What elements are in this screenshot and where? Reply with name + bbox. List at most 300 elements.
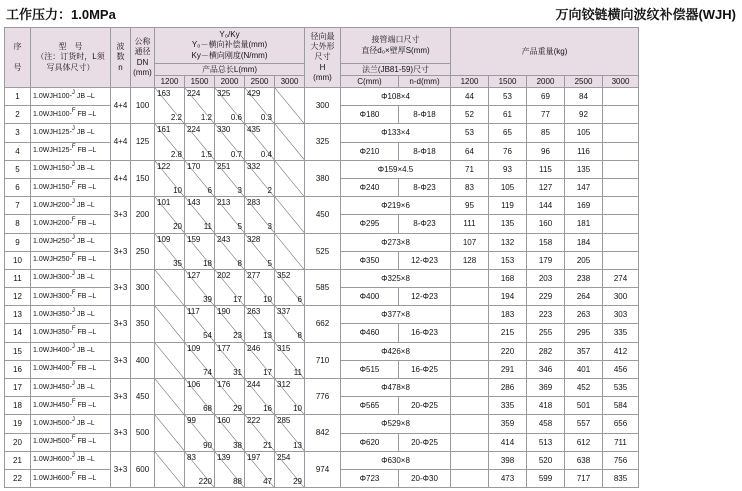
stiffness-value: 47 — [263, 476, 272, 486]
weight-value: 229 — [527, 288, 565, 306]
flange-c: Φ515 — [341, 360, 399, 378]
row-number: 7 — [5, 197, 31, 215]
compensation-cell — [185, 197, 215, 233]
model-cell — [31, 251, 111, 269]
weight-value: 215 — [489, 324, 527, 342]
model-variant: J — [71, 380, 75, 387]
nominal-diameter: 350 — [131, 306, 155, 342]
weight-value: 414 — [489, 433, 527, 451]
weight-value — [451, 288, 489, 306]
weight-value: 220 — [489, 342, 527, 360]
compensation-value: 337 — [277, 307, 291, 317]
weight-value — [603, 160, 639, 178]
model-variant: F — [71, 216, 76, 223]
row-number: 14 — [5, 324, 31, 342]
wave-count: 3+3 — [111, 269, 131, 305]
nominal-diameter: 200 — [131, 197, 155, 233]
pipe-size: Φ219×6 — [341, 197, 451, 215]
table-row — [5, 451, 639, 469]
model-variant: J — [71, 235, 75, 242]
weight-value: 105 — [565, 124, 603, 142]
weight-value: 295 — [565, 324, 603, 342]
stiffness-value: 31 — [233, 367, 242, 377]
row-number: 9 — [5, 233, 31, 251]
row-number: 20 — [5, 433, 31, 451]
weight-value: 53 — [451, 124, 489, 142]
stiffness-value: 6 — [297, 295, 302, 305]
compensation-value: 352 — [277, 270, 291, 280]
weight-value — [603, 178, 639, 196]
stiffness-value: 17 — [233, 295, 242, 305]
model-cell — [31, 288, 111, 306]
weight-value: 359 — [489, 415, 527, 433]
compensation-value: 328 — [247, 234, 261, 244]
row-number: 2 — [5, 106, 31, 124]
weight-value: 756 — [603, 451, 639, 469]
model-suffix: FB — [77, 147, 87, 155]
compensation-cell — [185, 342, 215, 378]
compensation-cell — [155, 451, 185, 487]
model-variant: J — [71, 344, 75, 351]
compensation-value: 330 — [217, 125, 231, 135]
compensation-cell — [215, 160, 245, 196]
stiffness-value: 10 — [263, 295, 272, 305]
weight-value: 44 — [451, 88, 489, 106]
model-prefix: 1.0WJH250- — [33, 256, 72, 264]
compensation-cell — [245, 342, 275, 378]
weight-value: 95 — [451, 197, 489, 215]
weight-value: 158 — [527, 233, 565, 251]
weight-value — [451, 379, 489, 397]
table-row — [5, 233, 639, 251]
outer-height: 662 — [305, 306, 341, 342]
model-prefix: 1.0WJH600- — [33, 474, 72, 482]
header-comp-line3: Ky－横向刚度(N/mm) — [191, 50, 268, 60]
flange-nd: 16-Φ25 — [399, 360, 451, 378]
row-number: 1 — [5, 88, 31, 106]
flange-nd: 8-Φ18 — [399, 106, 451, 124]
compensation-cell — [215, 306, 245, 342]
compensation-cell — [155, 160, 185, 196]
stiffness-value: 2.2 — [170, 113, 182, 123]
outer-height: 300 — [305, 88, 341, 124]
model-variant: J — [71, 416, 75, 423]
nominal-diameter: 250 — [131, 233, 155, 269]
header-dn: 公称 通径 DN (mm) — [131, 28, 155, 88]
outer-height: 380 — [305, 160, 341, 196]
model-cell — [31, 469, 111, 487]
model-length-suffix: –L — [86, 183, 97, 191]
header-wave-count: 波 数 n — [111, 28, 131, 88]
pipe-size: Φ133×4 — [341, 124, 451, 142]
weight-value — [603, 251, 639, 269]
compensation-cell — [275, 197, 305, 233]
compensation-value: 177 — [217, 343, 231, 353]
pipe-size: Φ273×8 — [341, 233, 451, 251]
model-prefix: 1.0WJH600- — [33, 456, 72, 464]
weight-value: 264 — [565, 288, 603, 306]
compensation-value: 163 — [157, 89, 171, 98]
wave-count: 3+3 — [111, 451, 131, 487]
model-cell — [31, 360, 111, 378]
wave-count: 4+4 — [111, 160, 131, 196]
weight-value: 263 — [565, 306, 603, 324]
header-comp-length: 产品总长L(mm) — [155, 64, 305, 76]
model-cell — [31, 415, 111, 433]
stiffness-value: 0.3 — [260, 113, 272, 123]
pipe-size: Φ108×4 — [341, 88, 451, 106]
nominal-diameter: 600 — [131, 451, 155, 487]
compensation-cell — [275, 306, 305, 342]
flange-c: Φ620 — [341, 433, 399, 451]
stiffness-value: 54 — [203, 331, 212, 341]
pipe-size: Φ325×8 — [341, 269, 451, 287]
outer-height: 325 — [305, 124, 341, 160]
compensation-cell — [275, 233, 305, 269]
diagonal-divider — [275, 88, 304, 123]
model-length-suffix: –L — [85, 274, 95, 282]
weight-value: 203 — [527, 269, 565, 287]
compensation-value: 109 — [157, 234, 171, 244]
compensation-value: 190 — [217, 307, 231, 317]
header-flange: 法兰(JB81-59)尺寸 — [341, 64, 451, 76]
stiffness-value: 0.4 — [260, 149, 272, 159]
compensation-cell — [155, 197, 185, 233]
diagonal-divider — [275, 197, 304, 232]
row-number: 22 — [5, 469, 31, 487]
weight-value: 656 — [603, 415, 639, 433]
weight-value — [603, 197, 639, 215]
flange-nd: 8-Φ23 — [399, 215, 451, 233]
header-len-2500: 2500 — [245, 76, 275, 88]
stiffness-value: 0.6 — [230, 113, 242, 123]
model-suffix: JB — [76, 201, 86, 209]
compensation-cell — [275, 124, 305, 160]
flange-c: Φ210 — [341, 142, 399, 160]
flange-nd: 8-Φ18 — [399, 142, 451, 160]
model-variant: J — [71, 271, 75, 278]
stiffness-value: 18 — [203, 258, 212, 268]
compensation-cell — [185, 306, 215, 342]
weight-value: 153 — [489, 251, 527, 269]
weight-value: 369 — [527, 379, 565, 397]
model-prefix: 1.0WJH400- — [33, 365, 72, 373]
header-flange-c: C(mm) — [341, 76, 399, 88]
weight-value: 300 — [603, 288, 639, 306]
compensation-cell — [155, 306, 185, 342]
compensation-value: 83 — [187, 452, 196, 462]
stiffness-value: 2.8 — [170, 149, 182, 159]
weight-value: 135 — [565, 160, 603, 178]
stiffness-value: 10 — [293, 404, 302, 414]
model-suffix: FB — [77, 110, 87, 118]
weight-value: 183 — [489, 306, 527, 324]
model-suffix: FB — [77, 256, 87, 264]
weight-value: 286 — [489, 379, 527, 397]
weight-value: 76 — [489, 142, 527, 160]
model-length-suffix: –L — [85, 383, 95, 391]
stiffness-value: 21 — [263, 440, 272, 450]
model-suffix: JB — [76, 128, 86, 136]
model-suffix: FB — [77, 474, 87, 482]
weight-value: 93 — [489, 160, 527, 178]
model-prefix: 1.0WJH150- — [33, 183, 72, 191]
model-variant: F — [71, 107, 76, 114]
compensation-cell — [185, 88, 215, 124]
model-length-suffix: –L — [85, 419, 95, 427]
stiffness-value: 220 — [198, 476, 212, 486]
model-cell — [31, 88, 111, 106]
weight-value: 282 — [527, 342, 565, 360]
weight-value: 291 — [489, 360, 527, 378]
wave-count: 4+4 — [111, 124, 131, 160]
table-row — [5, 342, 639, 360]
weight-value — [603, 215, 639, 233]
flange-c: Φ180 — [341, 106, 399, 124]
table-row — [5, 306, 639, 324]
header-len-3000: 3000 — [275, 76, 305, 88]
weight-value: 717 — [565, 469, 603, 487]
model-cell — [31, 379, 111, 397]
weight-value — [451, 433, 489, 451]
compensation-value: 197 — [247, 452, 261, 462]
weight-value: 584 — [603, 397, 639, 415]
model-variant: J — [71, 162, 75, 169]
compensation-cell — [245, 306, 275, 342]
weight-value: 255 — [527, 324, 565, 342]
model-suffix: FB — [77, 401, 87, 409]
model-suffix: FB — [77, 438, 87, 446]
model-variant: F — [71, 398, 76, 405]
flange-c: Φ460 — [341, 324, 399, 342]
weight-value: 169 — [565, 197, 603, 215]
weight-value: 116 — [565, 142, 603, 160]
header-seq: 序 号 — [5, 28, 31, 88]
table-row — [5, 415, 639, 433]
weight-value: 398 — [489, 451, 527, 469]
weight-value: 77 — [527, 106, 565, 124]
weight-value — [603, 106, 639, 124]
weight-value: 346 — [527, 360, 565, 378]
compensation-cell — [275, 160, 305, 196]
header-conn-line1: 接管端口尺寸 — [371, 35, 420, 45]
compensation-cell — [245, 269, 275, 305]
compensation-value: 117 — [187, 307, 200, 317]
compensation-value: 244 — [247, 380, 261, 389]
compensation-cell — [275, 342, 305, 378]
weight-value: 194 — [489, 288, 527, 306]
model-length-suffix: –L — [86, 474, 97, 482]
nominal-diameter: 400 — [131, 342, 155, 378]
compensation-value: 315 — [277, 343, 291, 353]
weight-value: 127 — [527, 178, 565, 196]
model-length-suffix: –L — [85, 128, 95, 136]
weight-value: 535 — [603, 379, 639, 397]
compensation-value: 109 — [187, 343, 201, 353]
weight-value — [603, 124, 639, 142]
compensation-cell — [215, 342, 245, 378]
wave-count: 3+3 — [111, 342, 131, 378]
weight-value — [451, 397, 489, 415]
compensation-cell — [155, 342, 185, 378]
model-cell — [31, 160, 111, 178]
model-length-suffix: –L — [85, 238, 95, 246]
table-row — [5, 379, 639, 397]
weight-value — [603, 233, 639, 251]
weight-value: 119 — [489, 197, 527, 215]
stiffness-value: 5 — [237, 222, 242, 232]
weight-value: 69 — [527, 88, 565, 106]
diagonal-divider — [155, 306, 184, 341]
outer-height: 842 — [305, 415, 341, 451]
compensation-value: 161 — [157, 125, 171, 135]
row-number: 4 — [5, 142, 31, 160]
model-variant: J — [71, 89, 75, 96]
header-connection — [341, 28, 451, 64]
model-prefix: 1.0WJH400- — [33, 347, 72, 355]
model-suffix: JB — [76, 456, 86, 464]
compensation-cell — [215, 124, 245, 160]
header-len-1500: 1500 — [185, 76, 215, 88]
compensation-cell — [275, 88, 305, 124]
stiffness-value: 38 — [233, 440, 242, 450]
pipe-size: Φ529×8 — [341, 415, 451, 433]
model-cell — [31, 106, 111, 124]
compensation-value: 285 — [277, 416, 291, 426]
weight-value: 53 — [489, 88, 527, 106]
model-suffix: JB — [76, 238, 86, 246]
compensation-cell — [245, 379, 275, 415]
product-title: 万向铰链横向波纹补偿器(WJH) — [555, 7, 736, 22]
diagonal-divider — [155, 343, 184, 378]
stiffness-value: 39 — [203, 295, 212, 305]
compensation-cell — [275, 379, 305, 415]
model-length-suffix: –L — [86, 110, 97, 118]
row-number: 15 — [5, 342, 31, 360]
wave-count: 3+3 — [111, 306, 131, 342]
compensation-value: 160 — [217, 416, 231, 426]
outer-height: 710 — [305, 342, 341, 378]
compensation-cell — [155, 233, 185, 269]
weight-value — [451, 306, 489, 324]
model-prefix: 1.0WJH450- — [33, 383, 72, 391]
model-prefix: 1.0WJH100- — [33, 110, 72, 118]
nominal-diameter: 125 — [131, 124, 155, 160]
row-number: 13 — [5, 306, 31, 324]
stiffness-value: 13 — [263, 331, 272, 341]
model-prefix: 1.0WJH450- — [33, 401, 72, 409]
weight-value: 96 — [527, 142, 565, 160]
model-prefix: 1.0WJH100- — [33, 92, 72, 100]
model-cell — [31, 233, 111, 251]
compensation-cell — [185, 451, 215, 487]
model-variant: F — [71, 144, 76, 151]
header-weight-1200: 1200 — [451, 76, 489, 88]
weight-value: 64 — [451, 142, 489, 160]
pipe-size: Φ159×4.5 — [341, 160, 451, 178]
compensation-cell — [215, 451, 245, 487]
compensation-value: 143 — [187, 198, 201, 208]
model-prefix: 1.0WJH125- — [33, 128, 72, 136]
row-number: 8 — [5, 215, 31, 233]
weight-value: 599 — [527, 469, 565, 487]
weight-value: 92 — [565, 106, 603, 124]
compensation-cell — [185, 269, 215, 305]
model-length-suffix: –L — [86, 292, 97, 300]
compensation-cell — [275, 451, 305, 487]
weight-value: 61 — [489, 106, 527, 124]
diagonal-divider — [275, 124, 304, 159]
header-comp-line1: Y₀/Ky — [219, 29, 240, 39]
compensation-cell — [155, 269, 185, 305]
weight-value: 335 — [489, 397, 527, 415]
header-weight: 产品重量(kg) — [451, 28, 639, 76]
table-row — [5, 269, 639, 287]
model-cell — [31, 178, 111, 196]
compensation-cell — [245, 451, 275, 487]
row-number: 11 — [5, 269, 31, 287]
model-variant: F — [71, 362, 76, 369]
model-variant: J — [71, 307, 75, 314]
weight-value: 473 — [489, 469, 527, 487]
stiffness-value: 3 — [267, 222, 272, 232]
model-cell — [31, 197, 111, 215]
model-prefix: 1.0WJH500- — [33, 438, 72, 446]
model-suffix: JB — [76, 347, 86, 355]
weight-value: 115 — [527, 160, 565, 178]
compensation-value: 283 — [247, 198, 261, 208]
header-compensation — [155, 28, 305, 64]
weight-value: 128 — [451, 251, 489, 269]
stiffness-value: 6 — [207, 185, 212, 195]
weight-value — [451, 269, 489, 287]
flange-nd: 16-Φ23 — [399, 324, 451, 342]
weight-value: 205 — [565, 251, 603, 269]
model-prefix: 1.0WJH200- — [33, 201, 72, 209]
header-weight-3000: 3000 — [603, 76, 639, 88]
model-suffix: JB — [76, 165, 86, 173]
model-length-suffix: –L — [85, 165, 95, 173]
outer-height: 974 — [305, 451, 341, 487]
compensation-cell — [185, 415, 215, 451]
stiffness-value: 8 — [237, 258, 242, 268]
stiffness-value: 68 — [203, 404, 212, 414]
weight-value: 238 — [565, 269, 603, 287]
row-number: 3 — [5, 124, 31, 142]
model-suffix: FB — [77, 183, 87, 191]
compensation-cell — [245, 88, 275, 124]
weight-value: 412 — [603, 342, 639, 360]
nominal-diameter: 500 — [131, 415, 155, 451]
model-cell — [31, 451, 111, 469]
compensation-cell — [185, 379, 215, 415]
compensation-cell — [185, 160, 215, 196]
weight-value: 147 — [565, 178, 603, 196]
header-height: 径向最 大外形 尺寸 H (mm) — [305, 28, 341, 88]
diagonal-divider — [155, 270, 184, 305]
compensation-cell — [155, 88, 185, 124]
table-row — [5, 160, 639, 178]
compensation-value: 139 — [217, 452, 231, 462]
compensation-cell — [215, 269, 245, 305]
flange-nd: 20-Φ25 — [399, 397, 451, 415]
model-variant: F — [71, 289, 76, 296]
model-cell — [31, 306, 111, 324]
compensation-value: 213 — [217, 198, 231, 208]
flange-nd: 8-Φ23 — [399, 178, 451, 196]
compensation-cell — [215, 197, 245, 233]
model-cell — [31, 269, 111, 287]
